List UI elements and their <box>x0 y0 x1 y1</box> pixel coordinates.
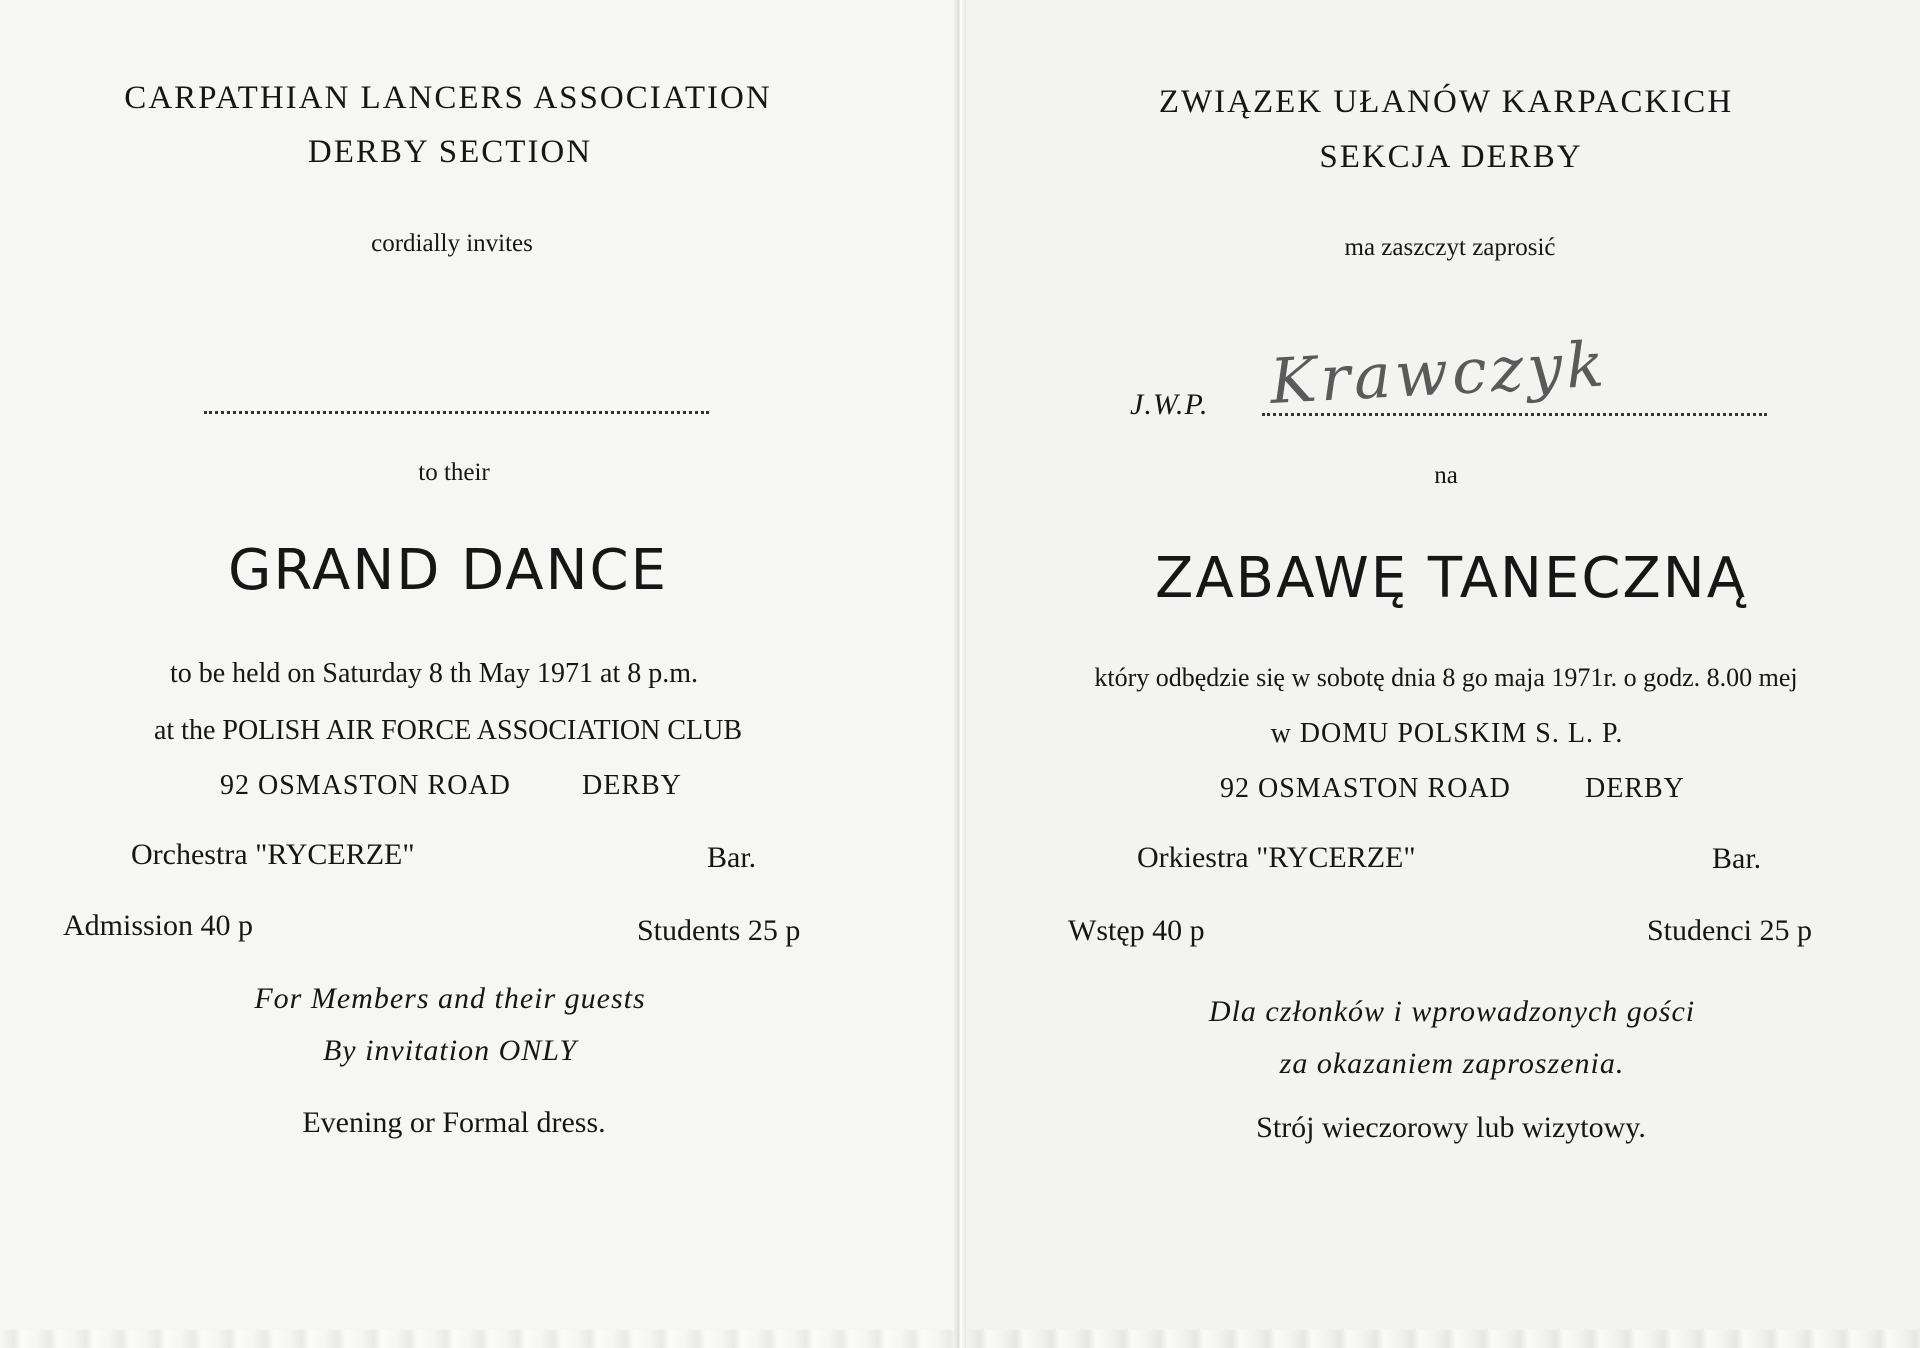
students-price-polish: Studenci 25 p <box>1647 914 1812 947</box>
event-title-polish: ZABAWĘ TANECZNĄ <box>1155 546 1747 611</box>
embossed-border-right <box>966 1330 1920 1348</box>
guest-name-line-english <box>204 411 709 414</box>
venue-polish: w DOMU POLSKIM S. L. P. <box>1270 718 1624 749</box>
address-city-polish: DERBY <box>1585 773 1685 804</box>
admission-english: Admission 40 p <box>63 909 254 942</box>
na-polish: na <box>1434 462 1458 489</box>
jwp-label-polish: J.W.P. <box>1130 388 1209 421</box>
date-time-english: to be held on Saturday 8 th May 1971 at 8 p.m. <box>169 658 699 689</box>
invites-polish: ma zaszczyt zaprosić <box>1344 234 1556 261</box>
invitation-only-english: By invitation ONLY <box>322 1034 578 1067</box>
invites-english: cordially invites <box>371 230 533 257</box>
org-section-polish: SEKCJA DERBY <box>1319 139 1583 175</box>
venue-english: at the POLISH AIR FORCE ASSOCIATION CLUB <box>153 715 743 746</box>
invitation-only-polish: za okazaniem zaproszenia. <box>1279 1047 1625 1080</box>
card-fold <box>954 0 966 1348</box>
org-name-english: CARPATHIAN LANCERS ASSOCIATION <box>124 80 772 116</box>
embossed-border-left <box>0 1330 954 1348</box>
to-their-english: to their <box>418 459 490 486</box>
members-note-english: For Members and their guests <box>254 982 646 1015</box>
address-street-english: 92 OSMASTON ROAD <box>220 770 511 801</box>
address-city-english: DERBY <box>582 770 682 801</box>
org-name-polish: ZWIĄZEK UŁANÓW KARPACKICH <box>1158 84 1734 120</box>
bar-polish: Bar. <box>1712 842 1762 875</box>
students-price-english: Students 25 p <box>637 914 801 947</box>
members-note-polish: Dla członków i wprowadzonych gości <box>1208 995 1696 1028</box>
bar-english: Bar. <box>707 841 757 874</box>
address-street-polish: 92 OSMASTON ROAD <box>1220 773 1511 804</box>
date-time-polish: który odbędzie się w sobotę dnia 8 go maja 1971r. o godz. 8.00 mej <box>1094 663 1798 692</box>
dress-code-english: Evening or Formal dress. <box>302 1106 606 1139</box>
admission-polish: Wstęp 40 p <box>1068 914 1205 947</box>
orchestra-polish: Orkiestra "RYCERZE" <box>1137 841 1416 874</box>
guest-name-signature: Krawczyk <box>1268 327 1610 418</box>
org-section-english: DERBY SECTION <box>307 134 593 170</box>
dress-code-polish: Strój wieczorowy lub wizytowy. <box>1256 1111 1646 1144</box>
orchestra-english: Orchestra "RYCERZE" <box>131 838 415 871</box>
event-title-english: GRAND DANCE <box>228 538 668 603</box>
